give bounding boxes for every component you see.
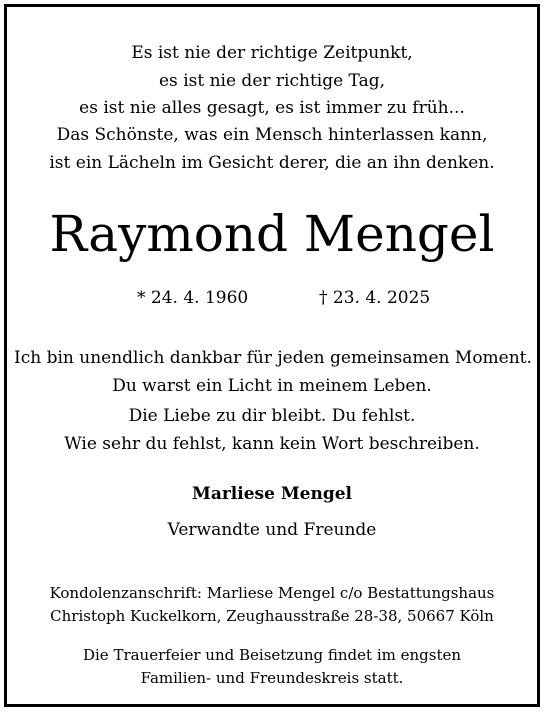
love-line-1: Die Liebe zu dir bleibt. Du fehlst. — [128, 406, 416, 426]
gratitude-text — [14, 345, 530, 400]
love-line-2: Wie sehr du fehlst, kann kein Wort beschreiben. — [64, 433, 480, 454]
poem-line-3: es ist nie alles gesagt, es ist immer zu früh... — [79, 98, 465, 118]
poem-line-1: Es ist nie der richtige Zeitpunkt, — [131, 43, 413, 63]
quote-line-1: Das Schönste, was ein Mensch hinterlassen kann, — [56, 125, 488, 145]
death-date: † 23. 4. 2025 — [319, 288, 431, 308]
quote-line-2: ist ein Lächeln im Gesicht derer, die an ihn denken. — [49, 152, 495, 173]
service-note — [14, 644, 530, 690]
service-line-1: Die Trauerfeier und Beisetzung findet im engsten — [82, 646, 462, 664]
service-line-2: Familien- und Freundeskreis statt. — [140, 669, 404, 687]
thanks-line-1: Ich bin unendlich dankbar für jeden gemeinsamen Moment. — [14, 348, 532, 368]
birth-date: * 24. 4. 1960 — [137, 288, 249, 308]
obituary-frame — [4, 4, 540, 707]
address-line-2: Christoph Kuckelkorn, Zeughausstraße 28-38, 50667 Köln — [50, 607, 494, 625]
love-text — [14, 403, 530, 458]
opening-poem — [14, 40, 530, 123]
address-line-1: Kondolenzanschrift: Marliese Mengel c/o Bestattungshaus — [49, 584, 495, 602]
condolence-address — [14, 582, 530, 628]
deceased-name: Raymond Mengel — [49, 205, 495, 263]
relatives-text: Verwandte und Freunde — [167, 520, 377, 540]
memorial-quote — [14, 122, 530, 177]
poem-line-2: es ist nie der richtige Tag, — [159, 70, 385, 91]
thanks-line-2: Du warst ein Licht in meinem Leben. — [112, 375, 432, 396]
signer-name: Marliese Mengel — [192, 484, 352, 504]
